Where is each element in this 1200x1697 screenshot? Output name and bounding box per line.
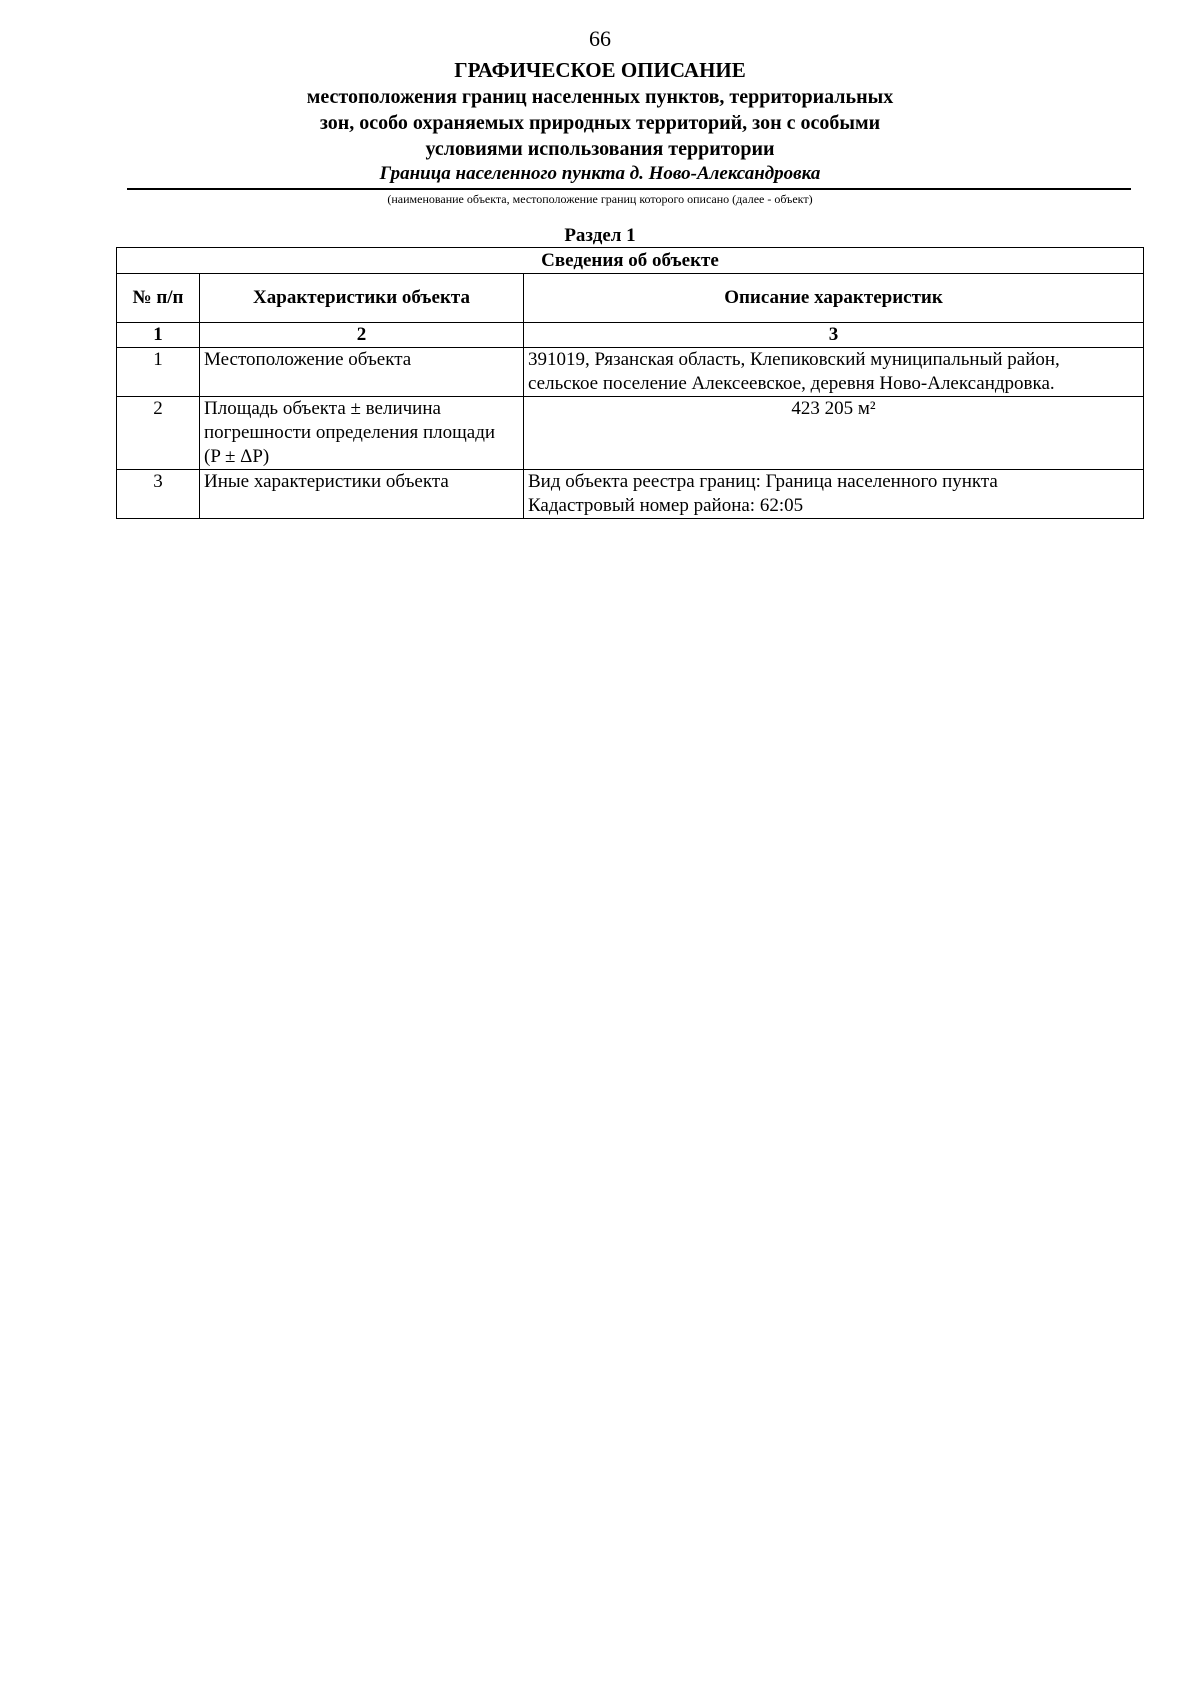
cell-line: Площадь объекта ± величина [204, 398, 441, 419]
object-name-underline [127, 188, 1131, 190]
table-row [117, 397, 1144, 470]
table-column-index-row [117, 323, 1144, 348]
page-number: 66 [589, 26, 611, 51]
column-header-description: Описание характеристик [524, 274, 1144, 323]
cell-line: Иные характеристики объекта [204, 471, 449, 492]
column-header-characteristic: Характеристики объекта [200, 274, 524, 323]
document-title: ГРАФИЧЕСКОЕ ОПИСАНИЕ [454, 58, 746, 82]
cell-line: 391019, Рязанская область, Клепиковский муниципальный район, [528, 349, 1060, 370]
table-header-row [117, 274, 1144, 323]
table-row [117, 470, 1144, 519]
cell-line: сельское поселение Алексеевское, деревня Ново-Александровка. [528, 373, 1055, 394]
column-header-number: № п/п [117, 274, 200, 323]
cell-line: Местоположение объекта [204, 349, 412, 370]
cell-line: погрешности определения площади [204, 422, 496, 443]
column-index: 3 [524, 323, 1144, 348]
row-characteristic [200, 348, 524, 397]
row-description [524, 470, 1144, 519]
column-index: 2 [200, 323, 524, 348]
object-name: Граница населенного пункта д. Ново-Александровка [379, 163, 821, 184]
subtitle-line: условиями использования территории [425, 138, 775, 160]
subtitle-line: зон, особо охраняемых природных территорий, зон с особыми [319, 112, 881, 134]
row-characteristic [200, 470, 524, 519]
row-number: 3 [117, 470, 200, 519]
row-characteristic [200, 397, 524, 470]
section-title: Раздел 1 [564, 225, 636, 246]
table-caption: Сведения об объекте [117, 248, 1144, 274]
row-number: 1 [117, 348, 200, 397]
cell-line: Кадастровый номер района: 62:05 [528, 495, 804, 516]
object-name-caption: (наименование объекта, местоположение границ которого описано (далее - объект) [387, 192, 813, 206]
cell-line: Вид объекта реестра границ: Граница населенного пункта [528, 471, 998, 492]
subtitle-line: местоположения границ населенных пунктов, территориальных [306, 86, 894, 108]
document-subtitle [0, 84, 1200, 162]
column-index: 1 [117, 323, 200, 348]
object-info-table [116, 247, 1144, 519]
cell-line: (P ± ΔP) [204, 446, 270, 467]
table-caption-row [117, 248, 1144, 274]
row-description [524, 397, 1144, 470]
row-description [524, 348, 1144, 397]
row-number: 2 [117, 397, 200, 470]
cell-line: 423 205 м² [791, 398, 876, 419]
table-row [117, 348, 1144, 397]
